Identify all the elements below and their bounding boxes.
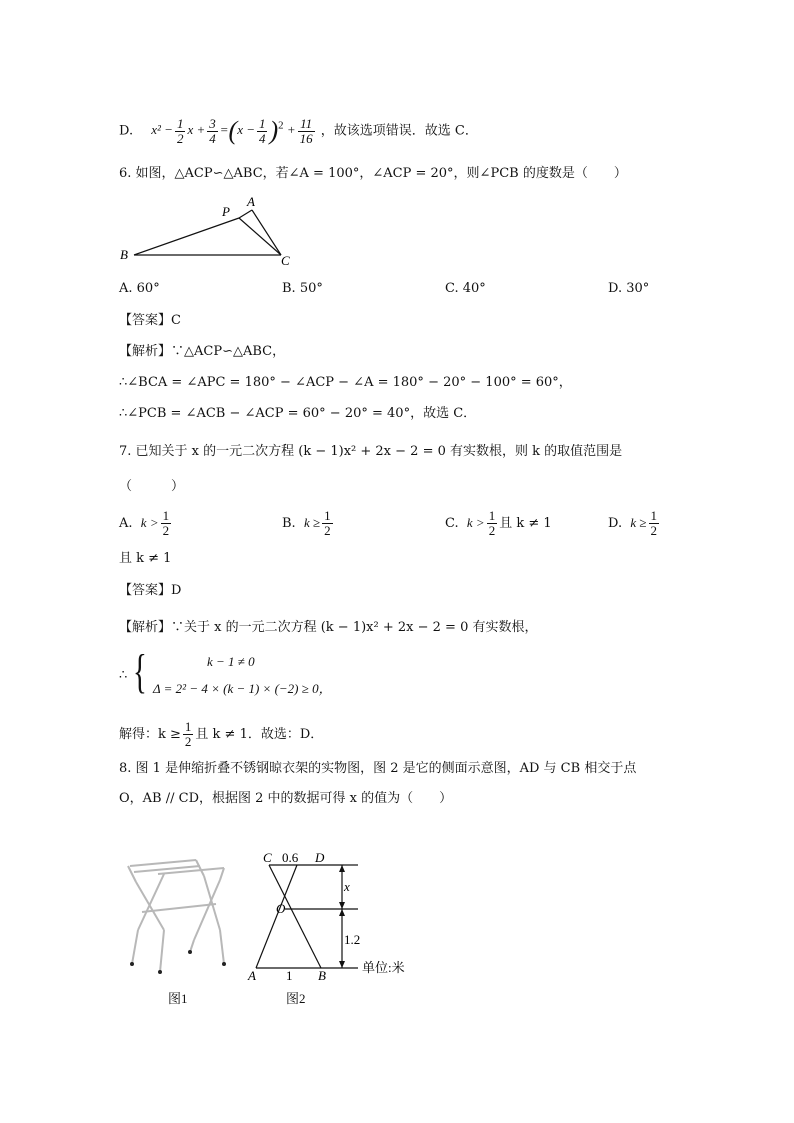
q8-stem-2: O，AB // CD，根据图 2 中的数据可得 x 的值为（ ） xyxy=(119,791,453,806)
q7-analysis-1: 【解析】∵关于 x 的一元二次方程 (k − 1)x² + 2x − 2 = 0 有实数根， xyxy=(119,620,538,635)
q7-solve: 解得：k ≥ $\frac{1}{2}$ 且 k ≠ 1．故选：D． xyxy=(119,719,324,749)
q7-paren: （ ） xyxy=(119,479,185,494)
q7-system-line-1: k − 1 ≠ 0 xyxy=(207,654,255,669)
q8-stem-1: 8. 图 1 是伸缩折叠不锈钢晾衣架的实物图，图 2 是它的侧面示意图，AD 与 CB 相交于点 xyxy=(119,761,637,776)
q5-option-d xyxy=(119,117,478,146)
q6-analysis-1: 【解析】∵△ACP∽△ABC， xyxy=(119,344,286,359)
q7-option-a: A. k > $\frac{1}{2}$ xyxy=(119,508,170,538)
q6-stem: 6. 如图，△ACP∽△ABC，若∠A = 100°，∠ACP = 20°，则∠PCB 的度数是（ ） xyxy=(119,166,627,181)
q5-d-tail: ，故该选项错误．故选 C． xyxy=(320,123,478,139)
fig2-label-d: D xyxy=(315,850,325,865)
q6-option-a: A. 60° xyxy=(119,281,160,296)
q6-triangle-figure xyxy=(115,192,305,270)
q7-option-b: B. k ≥ $\frac{1}{2}$ xyxy=(282,508,331,538)
therefore-symbol: ∴ xyxy=(119,668,128,683)
fig2-label-c: C xyxy=(263,850,272,865)
q7-option-c: C. k > $\frac{1}{2}$ 且 k ≠ 1 xyxy=(445,508,552,538)
q6-label-a: A xyxy=(247,194,255,209)
drying-rack-illustration xyxy=(124,852,234,978)
fig2-unit: 单位:米 xyxy=(362,960,405,975)
q7-option-d: D. k ≥ $\frac{1}{2}$ xyxy=(608,508,658,538)
fig2-label-o: O xyxy=(276,901,286,916)
q7-answer: 【答案】D xyxy=(119,583,182,598)
q6-option-c: C. 40° xyxy=(445,281,486,296)
fig2-label-a: A xyxy=(248,968,256,983)
q6-analysis-3: ∴∠PCB = ∠ACB − ∠ACP = 60° − 20° = 40°，故选 C． xyxy=(119,406,477,421)
q6-answer: 【答案】C xyxy=(119,313,181,328)
q7-option-d-continue: 且 k ≠ 1 xyxy=(119,551,172,566)
q6-label-b: B xyxy=(120,247,128,262)
fig2-caption: 图2 xyxy=(286,991,306,1006)
q5-d-expr: x² − $\frac{1}{2}$ x + $\frac{3}{4}$ =(x − $\frac{1}{4}$ )$^2$ + $\frac{11}{16}$ xyxy=(151,116,313,146)
q6-label-c: C xyxy=(281,253,290,268)
q6-label-p: P xyxy=(222,204,230,219)
q6-analysis-2: ∴∠BCA = ∠APC = 180° − ∠ACP − ∠A = 180° − 20° − 100° = 60°， xyxy=(119,375,572,390)
fig2-label-1: 1 xyxy=(286,968,293,983)
fig2-label-b: B xyxy=(318,968,326,983)
fig2-schematic xyxy=(240,846,420,986)
fig2-label-12: 1.2 xyxy=(344,932,361,947)
fig1-caption: 图1 xyxy=(168,991,188,1006)
fig2-label-06: 0.6 xyxy=(282,850,299,865)
q7-stem: 7. 已知关于 x 的一元二次方程 (k − 1)x² + 2x − 2 = 0 有实数根，则 k 的取值范围是 xyxy=(119,444,623,459)
q5-d-label: D. xyxy=(119,123,134,139)
q6-option-d: D. 30° xyxy=(608,281,650,296)
q6-option-b: B. 50° xyxy=(282,281,323,296)
fig2-label-x: x xyxy=(344,879,350,894)
q7-system-line-2: Δ = 2² − 4 × (k − 1) × (−2) ≥ 0， xyxy=(153,681,332,696)
